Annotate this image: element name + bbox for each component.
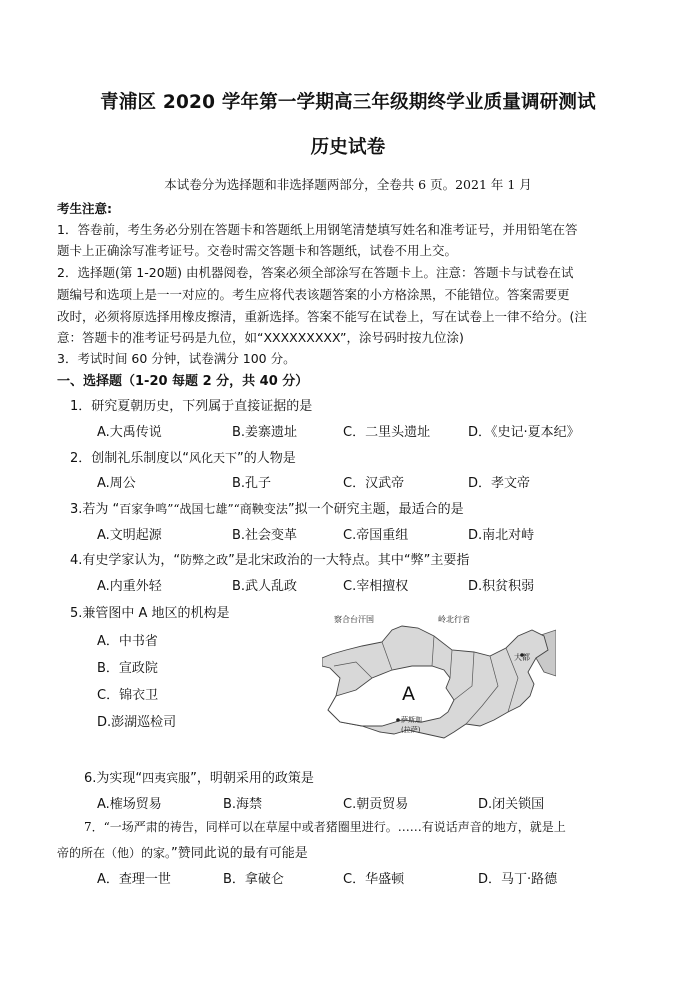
question-option: C.帝国重组: [343, 528, 409, 543]
stem-text: 6.为实现“: [84, 771, 143, 786]
map-label-dadu: 大都: [514, 653, 530, 662]
question-stem: 1．研究夏朝历史，下列属于直接证据的是: [70, 399, 313, 414]
stem-text: ”拟一个研究主题，最适合的是: [287, 502, 464, 517]
question-stem: [70, 498, 464, 517]
stem-text: ”赞同此说的最有可能是: [171, 846, 308, 861]
question-option: B.海禁: [223, 797, 263, 812]
notes-line: 1．答卷前，考生务必分别在答题卡和答题纸上用钢笔清楚填写姓名和准考证号，并用铅笔在答: [57, 222, 578, 237]
map-label-chagatai: 察合台汗国: [334, 615, 374, 624]
question-stem: [84, 767, 314, 786]
question-option: D．《史记·夏本纪》: [468, 425, 580, 440]
question-option: C．汉武帝: [343, 476, 405, 491]
question-option: B.社会变革: [232, 528, 298, 543]
question-option: D.澎湖巡检司: [97, 715, 177, 730]
stem-quote: 帝的所在（他）的家。: [57, 846, 172, 860]
question-option: D．孝文帝: [468, 476, 531, 491]
question-option: A.榷场贸易: [97, 797, 162, 812]
map-label-lingbei: 岭北行省: [438, 615, 470, 624]
question-option: D.积贫积弱: [468, 579, 535, 594]
exam-subtitle: 历史试卷: [310, 137, 386, 158]
notes-line: 题卡上正确涂写准考证号。交卷时需交答题卡和答题纸，试卷不用上交。: [57, 243, 458, 258]
question-option: C.宰相擅权: [343, 579, 409, 594]
stem-quote: 百家争鸣”“战国七雄”“商鞅变法: [119, 502, 288, 516]
section-heading: 一、选择题（1-20 每题 2 分，共 40 分）: [57, 374, 309, 389]
notes-line: 意：答题卡的准考证号码是九位，如“XXXXXXXXX”，涂号码时按九位涂): [57, 330, 464, 345]
question-option: C．二里头遗址: [343, 425, 431, 440]
question-stem: 7．“一场严肃的祷告，同样可以在草屋中或者猪圈里进行。……有说话声音的地方，就是上: [84, 820, 566, 834]
notes-heading: 考生注意:: [57, 201, 112, 216]
question-stem: [57, 842, 308, 861]
question-option: A．中书省: [97, 634, 158, 649]
question-option: D.闭关锁国: [478, 797, 545, 812]
question-option: C．锦衣卫: [97, 688, 159, 703]
stem-text: 2．创制礼乐制度以“: [70, 451, 190, 466]
question-stem: [70, 447, 296, 466]
question-option: A.大禹传说: [97, 425, 162, 440]
map-label-sakya: 萨斯迦: [401, 716, 422, 724]
stem-text: 3.若为 “: [70, 502, 120, 517]
notes-line: 2．选择题(第 1-20题) 由机器阅卷，答案必须全部涂写在答题卡上。注意：答题卡与试卷在试: [57, 265, 574, 280]
question-option: A.文明起源: [97, 528, 162, 543]
notes-line: 题编号和选项上是一一对应的。考生应将代表该题答案的小方格涂黑，不能错位。答案需要更: [57, 287, 570, 302]
notes-line: 改时，必须将原选择用橡皮擦清，重新选择。答案不能写在试卷上，写在试卷上一律不给分。(注: [57, 309, 587, 324]
stem-quote: 风化天下: [189, 451, 238, 465]
notes-line: 3．考试时间 60 分钟，试卷满分 100 分。: [57, 351, 296, 366]
stem-text: ”的人物是: [237, 451, 296, 466]
exam-title: 青浦区 2020 学年第一学期高三年级期终学业质量调研测试: [100, 92, 596, 113]
question-option: D.南北对峙: [468, 528, 535, 543]
question-option: B.武人乱政: [232, 579, 298, 594]
question-option: B．宣政院: [97, 661, 158, 676]
exam-intro: 本试卷分为选择题和非选择题两部分，全卷共 6 页。2021 年 1 月: [164, 177, 532, 192]
question-stem: 5.兼管图中 A 地区的机构是: [70, 606, 230, 621]
question-option: D．马丁·路德: [478, 872, 558, 887]
question-option: C．华盛顿: [343, 872, 405, 887]
map-region-a-label: A: [402, 683, 415, 705]
question-option: B.姜寨遗址: [232, 425, 298, 440]
question-option: B.孔子: [232, 476, 272, 491]
question-option: A.内重外轻: [97, 579, 162, 594]
stem-text: ”，明朝采用的政策是: [190, 771, 314, 786]
stem-quote: 四夷宾服: [142, 771, 191, 785]
stem-text: ”是北宋政治的一大特点。其中“弊”主要指: [228, 553, 470, 568]
map-label-lhasa: (拉萨): [401, 726, 421, 734]
sakya-marker: [396, 718, 400, 722]
question-option: A.周公: [97, 476, 136, 491]
question-option: B．拿破仑: [223, 872, 284, 887]
question-option: C.朝贡贸易: [343, 797, 409, 812]
question-option: A．查理一世: [97, 872, 171, 887]
stem-quote: 防弊之政: [180, 553, 229, 567]
stem-text: 4.有史学家认为，“: [70, 553, 181, 568]
yuan-territory-map: [322, 606, 556, 743]
question-stem: [70, 549, 469, 568]
